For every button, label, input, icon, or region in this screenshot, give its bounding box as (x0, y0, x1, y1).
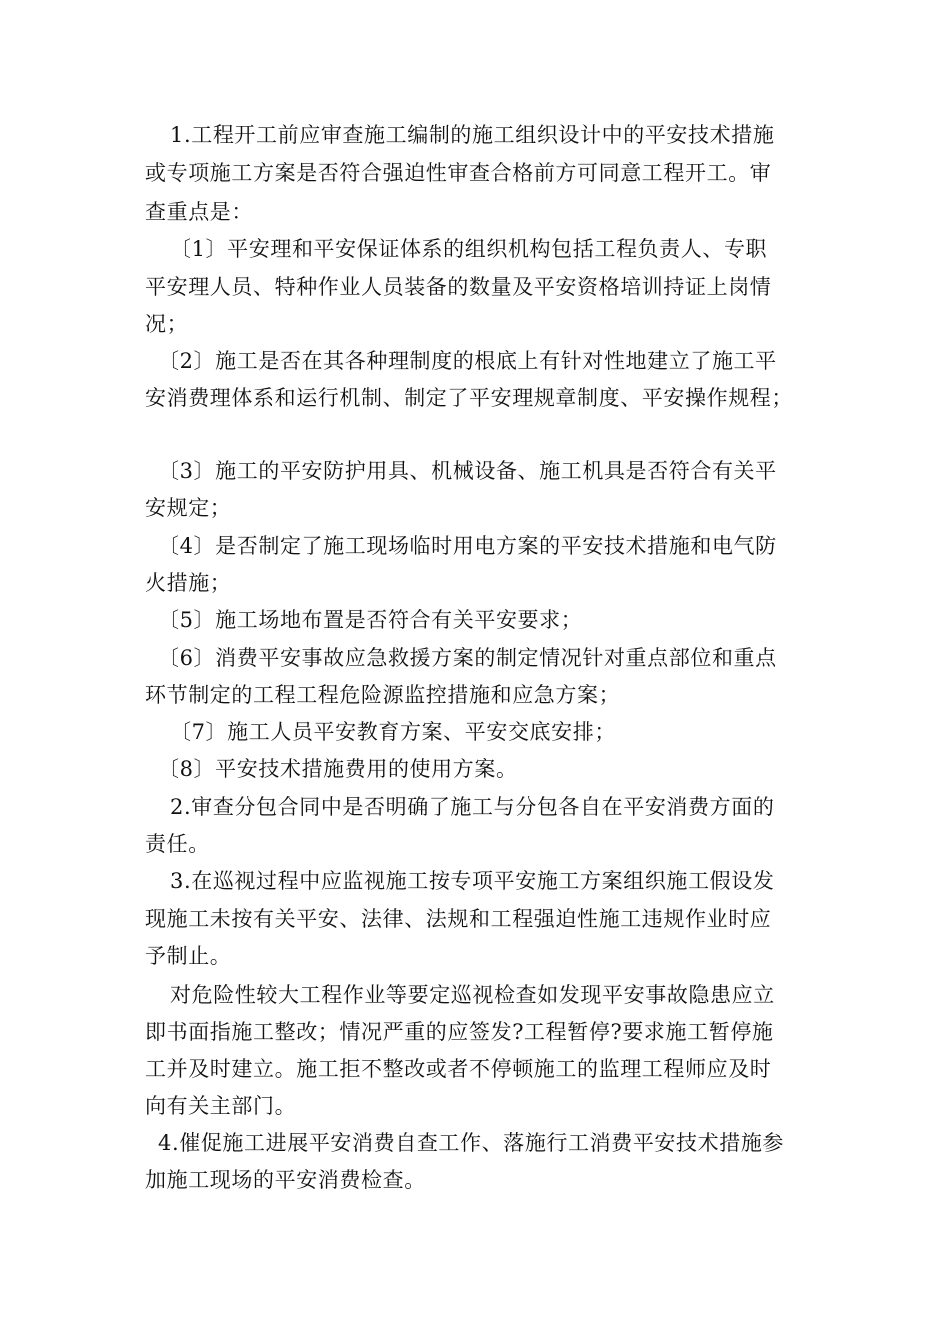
text-line: 〔5〕施工场地布置是否符合有关平安要求； (158, 608, 583, 632)
text-line: 2.审查分包合同中是否明确了施工与分包各自在平安消费方面的 (170, 795, 775, 819)
text-line: 或专项施工方案是否符合强迫性审查合格前方可同意工程开工。审 (145, 161, 772, 185)
text-line: 平安理人员、特种作业人员装备的数量及平安资格培训持证上岗情 (145, 275, 772, 299)
text-line: 安消费理体系和运行机制、制定了平安理规章制度、平安操作规程； (145, 386, 793, 410)
text-line: 予制止。 (145, 944, 232, 968)
text-line: 1.工程开工前应审查施工编制的施工组织设计中的平安技术措施 (170, 123, 775, 147)
text-line: 〔6〕消费平安事故应急救援方案的制定情况针对重点部位和重点 (158, 646, 777, 670)
text-line: 〔3〕施工的平安防护用具、机械设备、施工机具是否符合有关平 (158, 459, 777, 483)
text-line: 现施工未按有关平安、法律、法规和工程强迫性施工违规作业时应 (145, 907, 772, 931)
text-line: 查重点是： (145, 200, 253, 224)
text-line: 对危险性较大工程作业等要定巡视检查如发现平安事故隐患应立 (170, 983, 775, 1007)
text-line: 〔1〕平安理和平安保证体系的组织机构包括工程负责人、专职 (170, 237, 768, 261)
text-line: 况； (145, 312, 189, 336)
text-line: 责任。 (145, 832, 210, 856)
text-line: 向有关主部门。 (145, 1094, 297, 1118)
text-line: 安规定； (145, 496, 232, 520)
text-line: 环节制定的工程工程危险源监控措施和应急方案； (145, 683, 621, 707)
text-line: 4.催促施工进展平安消费自查工作、落施行工消费平安技术措施参 (158, 1131, 785, 1155)
text-line: 加施工现场的平安消费检查。 (145, 1168, 426, 1192)
text-line: 〔4〕是否制定了施工现场临时用电方案的平安技术措施和电气防 (158, 534, 777, 558)
text-line: 〔2〕施工是否在其各种理制度的根底上有针对性地建立了施工平 (158, 349, 777, 373)
text-line: 〔7〕施工人员平安教育方案、平安交底安排； (170, 720, 616, 744)
text-line: 工并及时建立。施工拒不整改或者不停顿施工的监理工程师应及时 (145, 1057, 772, 1081)
text-line: 火措施； (145, 571, 232, 595)
text-line: 即书面指施工整改；情况严重的应签发?工程暂停?要求施工暂停施 (145, 1020, 774, 1044)
text-line: 3.在巡视过程中应监视施工按专项平安施工方案组织施工假设发 (170, 869, 775, 893)
text-line: 〔8〕平安技术措施费用的使用方案。 (158, 757, 518, 781)
